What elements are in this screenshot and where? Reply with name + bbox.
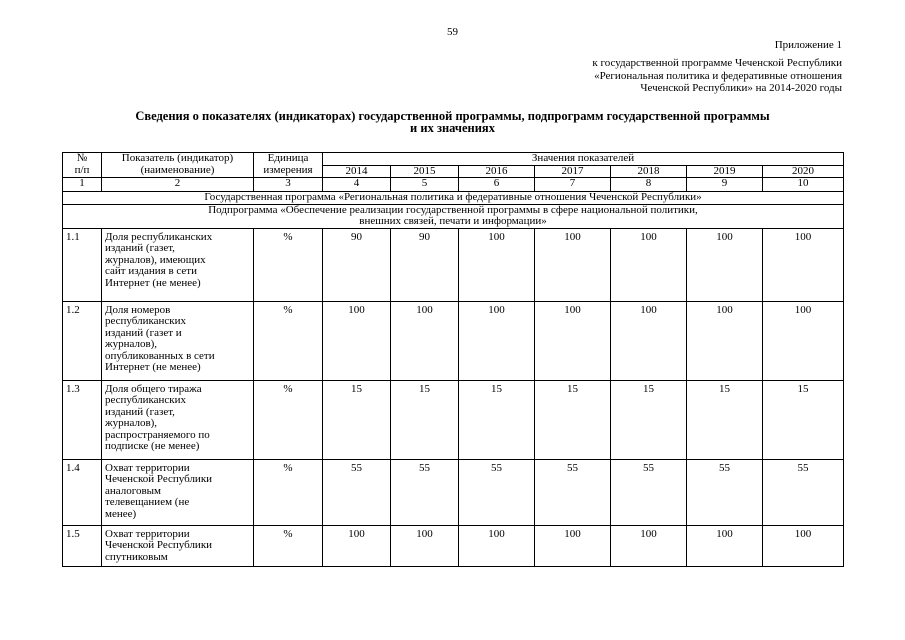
document-title <box>60 111 845 134</box>
value-cell: 100 <box>611 525 687 566</box>
header-year: 2016 <box>459 165 535 178</box>
indicator-line: спутниковым <box>105 550 168 563</box>
value-cell: 15 <box>687 380 763 459</box>
value-cell: 15 <box>763 380 844 459</box>
header-year: 2018 <box>611 165 687 178</box>
appendix-line: к государственной программе Чеченской Республики <box>592 57 842 69</box>
column-number: 10 <box>763 178 844 192</box>
indicator-line: республиканских <box>105 315 187 327</box>
column-number: 9 <box>687 178 763 192</box>
value-cell: 100 <box>323 525 391 566</box>
header-indicator-line: (наименование) <box>140 163 215 176</box>
value-cell: 100 <box>459 301 535 380</box>
appendix-line: «Региональная политика и федеративные отношения <box>594 69 842 82</box>
value-cell: 55 <box>763 459 844 525</box>
indicator-line: Чеченской Республики <box>105 473 213 485</box>
value-cell: 15 <box>323 380 391 459</box>
row-number: 1.4 <box>63 459 102 525</box>
value-cell: 100 <box>323 301 391 380</box>
header-num <box>63 153 102 178</box>
subprogram-line: внешних связей, печати и информации» <box>359 215 547 227</box>
indicator-line: журналов), <box>105 338 158 350</box>
value-cell: 100 <box>535 525 611 566</box>
header-num-line: № <box>76 152 88 164</box>
column-number: 1 <box>63 178 102 192</box>
value-cell: 90 <box>391 228 459 301</box>
value-cell: 100 <box>611 301 687 380</box>
value-cell: 100 <box>763 301 844 380</box>
indicator-line: Чеченской Республики <box>105 539 213 551</box>
indicator-line: Интернет (не менее) <box>105 361 201 373</box>
column-number: 2 <box>102 178 254 192</box>
value-cell: 15 <box>391 380 459 459</box>
indicator-line: Охват территории <box>105 461 190 474</box>
value-cell: 55 <box>611 459 687 525</box>
subprogram-row <box>63 204 844 228</box>
table-row <box>63 525 844 566</box>
value-cell: 100 <box>687 228 763 301</box>
value-cell: 100 <box>391 301 459 380</box>
indicator-line: распространяемого по <box>105 428 210 441</box>
indicator-line: Охват территории <box>105 527 190 540</box>
indicator-line: подписке (не менее) <box>105 440 200 452</box>
header-year: 2014 <box>323 165 391 178</box>
header-year: 2019 <box>687 165 763 178</box>
value-cell: 100 <box>459 228 535 301</box>
indicator-name <box>102 380 254 459</box>
value-cell: 100 <box>687 301 763 380</box>
table-row <box>63 228 844 301</box>
row-number: 1.3 <box>63 380 102 459</box>
column-number-row <box>63 178 844 192</box>
row-number: 1.5 <box>63 525 102 566</box>
data-rows <box>63 228 844 566</box>
appendix-reference <box>592 57 842 95</box>
value-cell: 15 <box>611 380 687 459</box>
value-cell: 100 <box>459 525 535 566</box>
row-number: 1.2 <box>63 301 102 380</box>
value-cell: 90 <box>323 228 391 301</box>
indicator-line: Доля республиканских <box>105 230 213 243</box>
value-cell: 15 <box>535 380 611 459</box>
indicator-line: сайт издания в сети <box>105 265 197 277</box>
value-cell: 100 <box>535 301 611 380</box>
value-cell: 55 <box>323 459 391 525</box>
indicator-line: Доля общего тиража <box>105 382 202 395</box>
indicator-line: Доля номеров <box>105 303 171 316</box>
program-row <box>63 192 844 205</box>
indicator-line: журналов), имеющих <box>105 253 206 266</box>
column-number: 4 <box>323 178 391 192</box>
indicator-line: изданий (газет, <box>105 405 175 418</box>
indicator-line: республиканских <box>105 394 187 406</box>
column-number: 8 <box>611 178 687 192</box>
page-number: 59 <box>447 26 458 38</box>
indicator-line: менее) <box>105 507 137 520</box>
header-year: 2020 <box>763 165 844 178</box>
value-cell: 55 <box>391 459 459 525</box>
indicator-line: журналов), <box>105 417 158 429</box>
value-cell: 100 <box>763 228 844 301</box>
indicator-name <box>102 525 254 566</box>
value-cell: 55 <box>459 459 535 525</box>
unit-cell: % <box>254 228 323 301</box>
column-number: 6 <box>459 178 535 192</box>
header-indicator-line: Показатель (индикатор) <box>121 152 234 164</box>
value-cell: 100 <box>687 525 763 566</box>
value-cell: 100 <box>611 228 687 301</box>
header-year: 2017 <box>535 165 611 178</box>
indicator-line: Интернет (не менее) <box>105 276 201 289</box>
subprogram-line: Подпрограмма «Обеспечение реализации государственной программы в сфере национальной политики, <box>208 203 698 216</box>
indicators-table <box>62 152 844 567</box>
appendix-title: Приложение 1 <box>774 39 842 51</box>
subprogram-title <box>63 204 844 228</box>
column-number: 5 <box>391 178 459 192</box>
indicator-line: телевещанием (не <box>105 496 190 508</box>
table-row <box>63 301 844 380</box>
unit-cell: % <box>254 525 323 566</box>
header-unit-line: измерения <box>263 163 313 176</box>
value-cell: 55 <box>535 459 611 525</box>
table-row <box>63 459 844 525</box>
value-cell: 100 <box>535 228 611 301</box>
program-title: Государственная программа «Региональная политика и федеративные отношения Чеченской Республики» <box>63 192 844 205</box>
value-cell: 15 <box>459 380 535 459</box>
indicator-name <box>102 228 254 301</box>
unit-cell: % <box>254 380 323 459</box>
table-row <box>63 380 844 459</box>
header-num-line: п/п <box>74 163 90 176</box>
indicator-line: опубликованных в сети <box>105 349 215 362</box>
indicator-line: аналоговым <box>105 484 162 497</box>
header-row <box>63 153 844 166</box>
header-indicator <box>102 153 254 178</box>
value-cell: 100 <box>763 525 844 566</box>
value-cell: 100 <box>391 525 459 566</box>
row-number: 1.1 <box>63 228 102 301</box>
indicator-name <box>102 459 254 525</box>
document-title-line: и их значениях <box>410 120 495 135</box>
unit-cell: % <box>254 301 323 380</box>
indicator-line: изданий (газет, <box>105 242 175 254</box>
header-values: Значения показателей <box>323 153 844 166</box>
appendix-line: Чеченской Республики» на 2014-2020 годы <box>640 82 842 94</box>
indicator-name <box>102 301 254 380</box>
header-unit <box>254 153 323 178</box>
column-number: 3 <box>254 178 323 192</box>
header-year: 2015 <box>391 165 459 178</box>
header-unit-line: Единица <box>267 152 309 164</box>
unit-cell: % <box>254 459 323 525</box>
indicator-line: изданий (газет и <box>105 326 182 339</box>
column-number: 7 <box>535 178 611 192</box>
document-title-line: Сведения о показателях (индикаторах) государственной программы, подпрограмм государственной программы <box>135 109 770 123</box>
value-cell: 55 <box>687 459 763 525</box>
